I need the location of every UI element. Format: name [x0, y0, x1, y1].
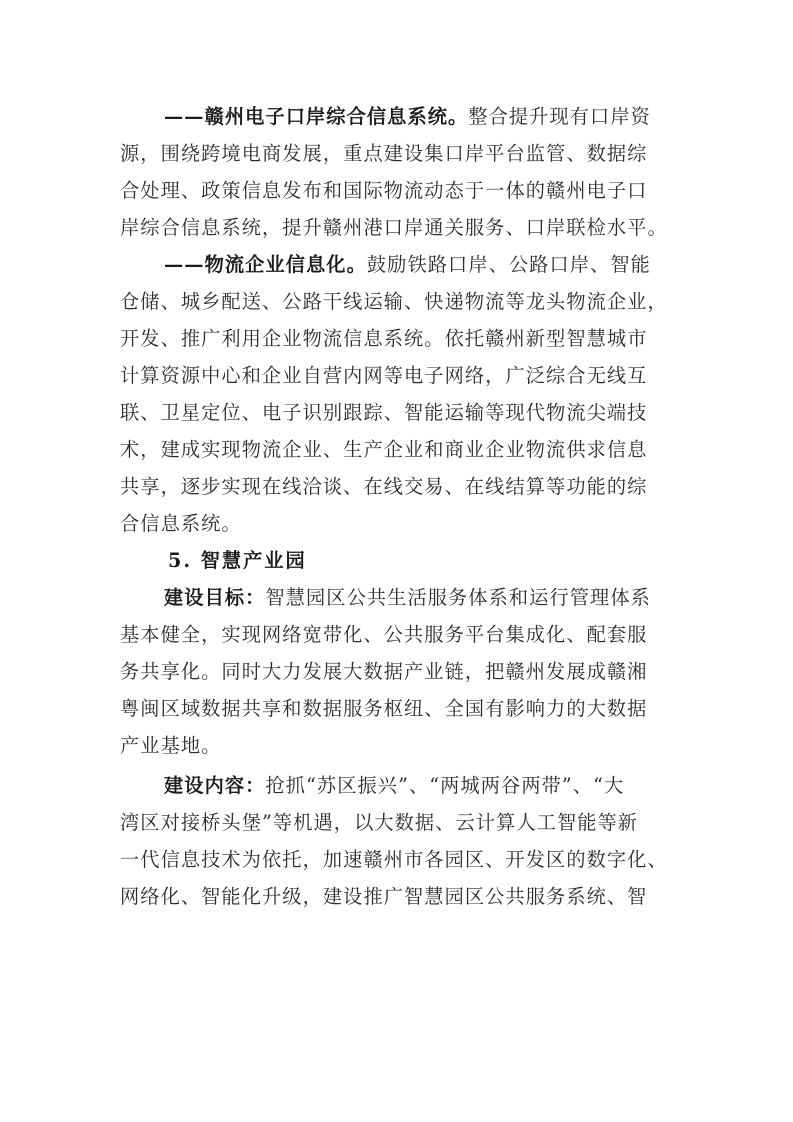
paragraph-lead-title: ——赣州电子口岸综合信息系统。: [164, 105, 469, 128]
paragraph-line: 计算资源中心和企业自营内网等电子网络，广泛综合无线互: [120, 364, 648, 387]
section-heading: 5. 智慧产业园: [168, 549, 307, 572]
document-body: [120, 98, 675, 915]
paragraph-line: 岸综合信息系统，提升赣州港口岸通关服务、口岸联检水平。: [120, 216, 668, 239]
paragraph-text: 智慧园区公共生活服务体系和运行管理体系: [265, 586, 651, 609]
paragraph-line: 源，围绕跨境电商发展，重点建设集口岸平台监管、数据综: [120, 142, 648, 165]
paragraph-line: 开发、推广利用企业物流信息系统。依托赣州新型智慧城市: [120, 327, 648, 350]
paragraph-line: 网络化、智能化升级，建设推广智慧园区公共服务系统、智: [120, 885, 648, 908]
paragraph-line: [120, 579, 675, 616]
paragraph-line: 术，建成实现物流企业、生产企业和商业企业物流供求信息: [120, 438, 648, 461]
paragraph-line: 湾区对接桥头堡”等机遇，以大数据、云计算人工智能等新: [120, 811, 639, 834]
paragraph-line: 合处理、政策信息发布和国际物流动态于一体的赣州电子口: [120, 179, 648, 202]
paragraph-lead-title: 建设目标：: [164, 586, 266, 609]
paragraph-line: [120, 98, 675, 135]
paragraph-construction-content: [120, 767, 675, 915]
paragraph-line: 产业基地。: [120, 734, 222, 757]
paragraph-line: 联、卫星定位、电子识别跟踪、智能运输等现代物流尖端技: [120, 401, 648, 424]
paragraph-line: 共享，逐步实现在线洽谈、在线交易、在线结算等功能的综: [120, 475, 648, 498]
paragraph-text: 抢抓“苏区振兴”、“两城两谷两带”、“大: [265, 774, 625, 797]
paragraph-line: 仓储、城乡配送、公路干线运输、快递物流等龙头物流企业，: [120, 290, 668, 313]
paragraph-text: 鼓励铁路口岸、公路口岸、智能: [366, 253, 651, 276]
paragraph-text: 整合提升现有口岸资: [468, 105, 651, 128]
paragraph-lead-title: ——物流企业信息化。: [164, 253, 367, 276]
paragraph-lead-title: 建设内容：: [164, 774, 266, 797]
paragraph-line: 合信息系统。: [120, 512, 242, 535]
paragraph-line: 一代信息技术为依托，加速赣州市各园区、开发区的数字化、: [120, 848, 668, 871]
paragraph-line: 粤闽区域数据共享和数据服务枢纽、全国有影响力的大数据: [120, 697, 648, 720]
paragraph-line: 基本健全，实现网络宽带化、公共服务平台集成化、配套服: [120, 623, 648, 646]
paragraph-construction-goal: [120, 579, 675, 764]
paragraph-line: [120, 767, 675, 804]
paragraph-ganzhou-e-port: [120, 98, 675, 246]
paragraph-line: 务共享化。同时大力发展大数据产业链，把赣州发展成赣湘: [120, 660, 648, 683]
paragraph-logistics-enterprise: [120, 246, 675, 542]
paragraph-line: [120, 246, 675, 283]
